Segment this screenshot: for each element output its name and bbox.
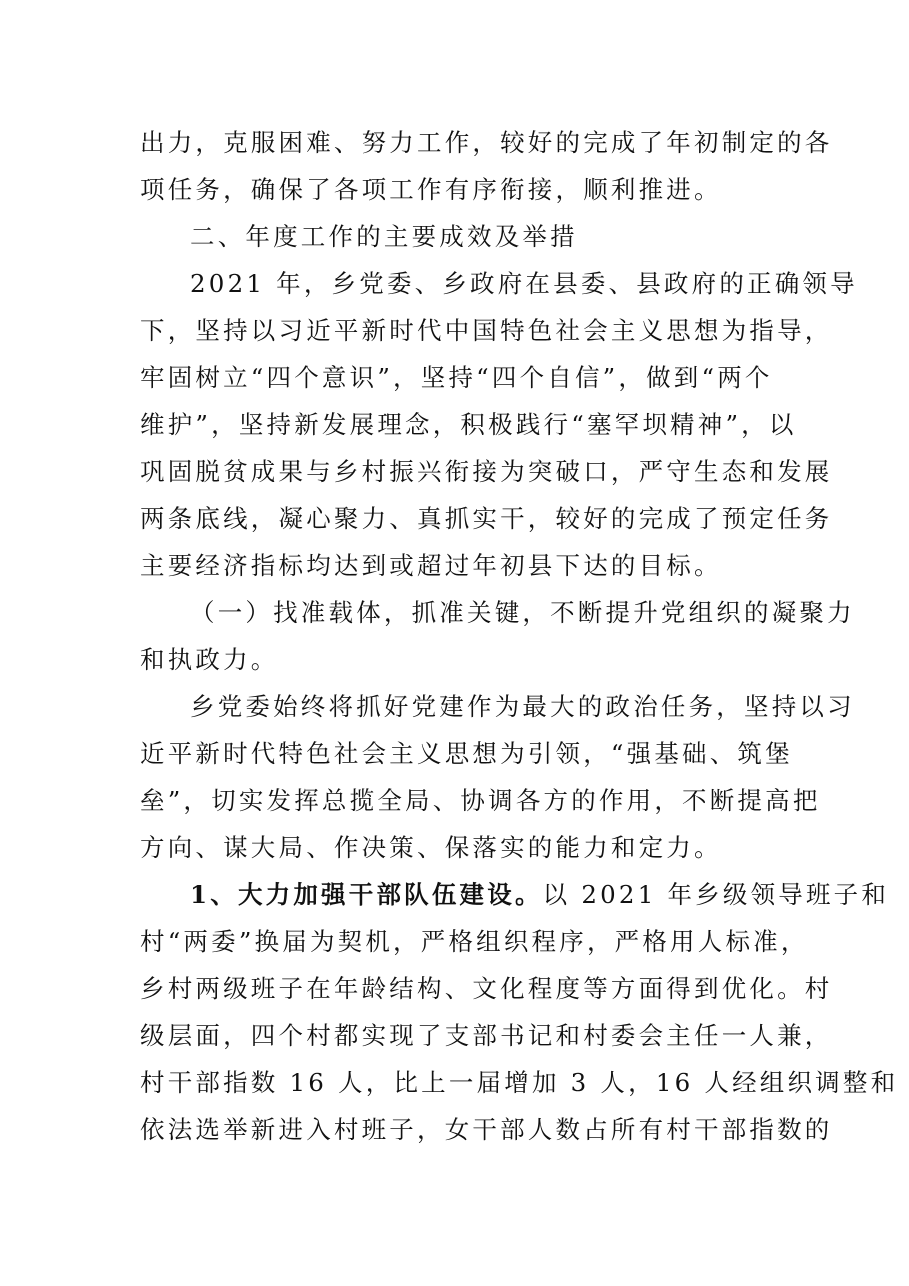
text-line: 牢固树立“四个意识”，坚持“四个自信”，做到“两个	[140, 363, 773, 392]
bold-heading: 1、大力加强干部队伍建设。	[190, 880, 543, 909]
text-line-with-heading	[140, 871, 890, 918]
subsection-heading: （一）找准载体，抓准关键，不断提升党组织的凝聚力	[190, 598, 855, 627]
text-line: 垒”，切实发挥总揽全局、协调各方的作用，不断提高把	[140, 786, 821, 815]
section-heading: 二、年度工作的主要成效及举措	[190, 222, 578, 251]
text-line: 2021 年，乡党委、乡政府在县委、县政府的正确领导	[190, 269, 858, 298]
text-line: 村“两委”换届为契机，严格组织程序，严格用人标准，	[140, 927, 809, 956]
text-line: 出力，克服困难、努力工作，较好的完成了年初制定的各	[140, 128, 833, 157]
text-line: 维护”，坚持新发展理念，积极践行“塞罕坝精神”，以	[140, 410, 797, 439]
text-line: 项任务，确保了各项工作有序衔接，顺利推进。	[140, 175, 722, 204]
text-line: 方向、谋大局、作决策、保落实的能力和定力。	[140, 833, 722, 862]
text-line: 依法选举新进入村班子，女干部人数占所有村干部指数的	[140, 1115, 833, 1144]
text-run: 以 2021 年乡级领导班子和	[542, 880, 890, 909]
text-line: 和执政力。	[140, 645, 279, 674]
text-line: 乡村两级班子在年龄结构、文化程度等方面得到优化。村	[140, 974, 833, 1003]
text-line: 级层面，四个村都实现了支部书记和村委会主任一人兼，	[140, 1021, 833, 1050]
text-line: 近平新时代特色社会主义思想为引领，“强基础、筑堡	[140, 739, 793, 768]
body-text	[140, 119, 899, 1153]
text-line: 两条底线，凝心聚力、真抓实干，较好的完成了预定任务	[140, 504, 833, 533]
text-line: 主要经济指标均达到或超过年初县下达的目标。	[140, 551, 722, 580]
text-line: 乡党委始终将抓好党建作为最大的政治任务，坚持以习	[190, 692, 855, 721]
text-line: 巩固脱贫成果与乡村振兴衔接为突破口，严守生态和发展	[140, 457, 833, 486]
text-line: 村干部指数 16 人，比上一届增加 3 人，16 人经组织调整和	[140, 1068, 899, 1097]
text-line: 下，坚持以习近平新时代中国特色社会主义思想为指导，	[140, 316, 833, 345]
